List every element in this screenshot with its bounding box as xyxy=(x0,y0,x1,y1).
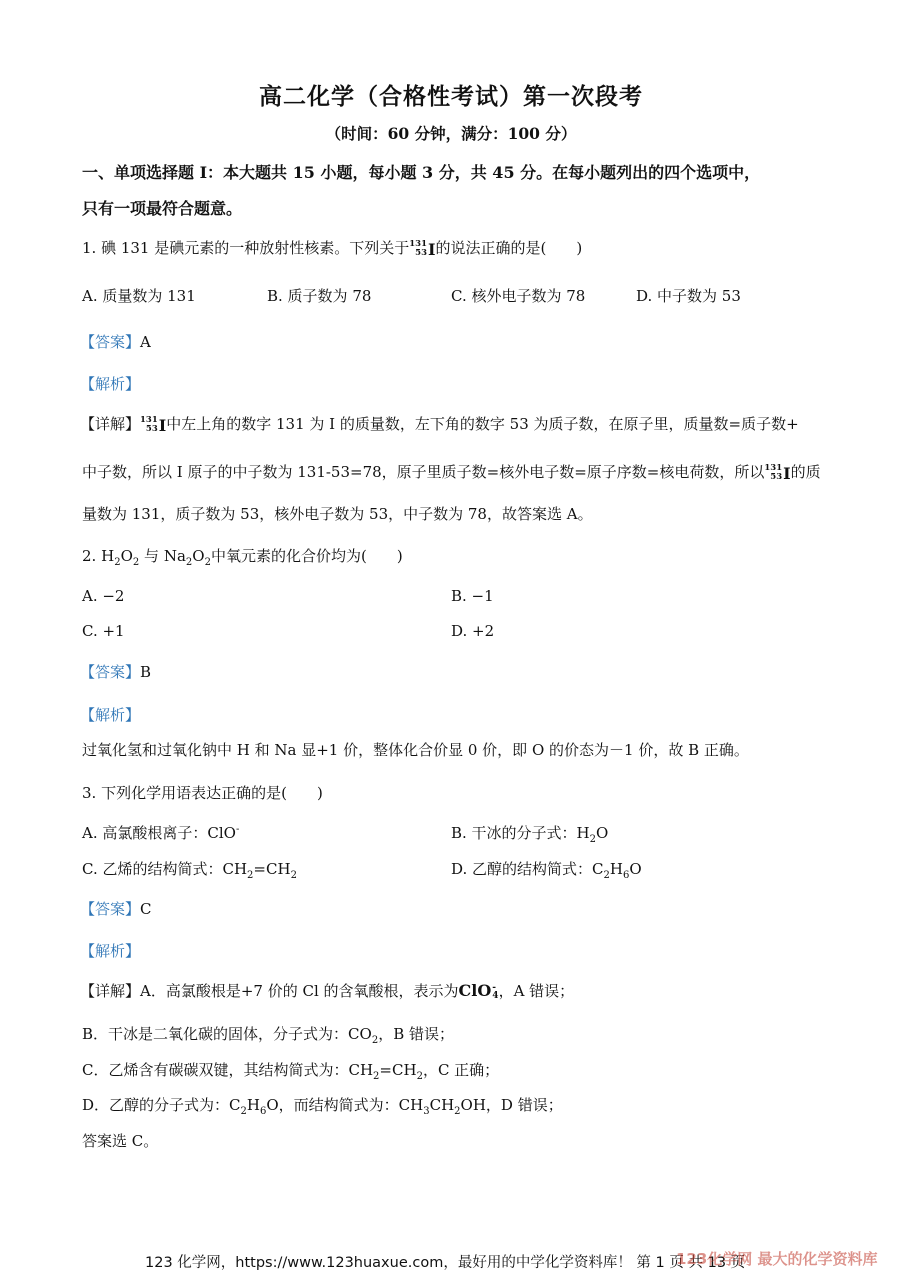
mass-number: 131 xyxy=(764,463,783,473)
analysis-label: 【解析】 xyxy=(80,706,141,724)
detail-text: D．乙醇的分子式为：C xyxy=(82,1096,241,1114)
answer-label: 【答案】 xyxy=(80,900,141,918)
q1-analysis xyxy=(80,373,140,394)
q1-option-c: C. 核外电子数为 78 xyxy=(451,287,586,305)
subscript: 2 xyxy=(373,1071,380,1082)
detail-text: H xyxy=(246,1096,260,1114)
q2-and: 与 xyxy=(144,547,164,565)
q2-answer xyxy=(80,661,151,682)
option-text: O xyxy=(629,860,642,878)
q2-stem-close: ) xyxy=(396,547,403,565)
answer-value: C xyxy=(140,900,152,918)
formula-part: Na xyxy=(163,547,186,565)
answer-label: 【答案】 xyxy=(80,663,141,681)
option-text: =CH xyxy=(253,860,291,878)
subscript: 2 xyxy=(204,557,211,568)
q1-option-a: A. 质量数为 131 xyxy=(82,287,196,305)
q3-conclusion: 答案选 C。 xyxy=(82,1132,159,1150)
element-symbol: I xyxy=(428,239,436,259)
detail-text: C．乙烯含有碳碳双键，其结构简式为：CH xyxy=(82,1061,374,1079)
option-text: B. 干冰的分子式：H xyxy=(451,824,590,842)
detail-text: ，C 正确； xyxy=(422,1061,500,1079)
subscript: 2 xyxy=(132,557,140,568)
mass-number: 131 xyxy=(409,239,427,249)
q2-number: 2. xyxy=(82,547,102,565)
subscript: 3 xyxy=(423,1106,430,1117)
subscript: 2 xyxy=(290,870,297,881)
answer-value: A xyxy=(140,333,151,351)
subscript: 2 xyxy=(240,1106,247,1117)
atomic-number: 53 xyxy=(145,424,158,434)
analysis-label: 【解析】 xyxy=(80,942,141,960)
q2-analysis-text: 过氧化氢和过氧化钠中 H 和 Na 显+1 价，整体化合价显 0 价，即 O 的价态为－1 价，故 B 正确。 xyxy=(82,741,749,759)
detail-text: A．高氯酸根是+7 价的 Cl 的含氧酸根，表示为 xyxy=(140,982,459,1000)
subscript: 2 xyxy=(371,1035,379,1046)
subscript: 6 xyxy=(259,1106,267,1117)
section-heading-line2: 只有一项最符合题意。 xyxy=(82,199,243,218)
q2-option-d: D. +2 xyxy=(451,622,495,640)
q3-detail-b xyxy=(82,1023,454,1046)
q2-analysis xyxy=(80,704,140,725)
formula-base: ClO xyxy=(458,981,492,1000)
q3-stem-close: ) xyxy=(316,784,323,802)
detail-text: 的质 xyxy=(790,463,821,481)
q3-detail-a xyxy=(80,980,574,1001)
answer-value: B xyxy=(140,663,152,681)
subscript: 2 xyxy=(114,557,121,568)
q3-answer xyxy=(80,898,152,919)
ion-charge: - xyxy=(492,982,497,993)
q3-option-d xyxy=(451,858,642,881)
q2-stem xyxy=(82,545,403,568)
atomic-number: 53 xyxy=(415,248,427,258)
q3-option-a xyxy=(82,822,239,843)
nuclide-i131 xyxy=(764,464,790,483)
perchlorate-formula xyxy=(459,981,499,1000)
subscript: 6 xyxy=(622,870,630,881)
superscript: - xyxy=(235,824,240,835)
subscript: 2 xyxy=(247,870,254,881)
formula-part: H xyxy=(101,547,115,565)
option-text: C. 乙烯的结构简式：CH xyxy=(82,860,248,878)
q3-stem xyxy=(82,782,323,803)
q2-option-b: B. −1 xyxy=(451,587,494,605)
watermark: 123化学网 最大的化学资料库 xyxy=(676,1250,878,1268)
q1-detail-line2 xyxy=(82,461,821,483)
formula-part: O xyxy=(192,547,205,565)
detail-label: 【详解】 xyxy=(80,415,141,433)
option-text: H xyxy=(609,860,623,878)
detail-label: 【详解】 xyxy=(80,982,141,1000)
detail-text: 中子数，所以 I 原子的中子数为 131-53=78，原子里质子数=核外电子数=原子序数=核电荷数，所以 xyxy=(82,463,765,481)
q1-stem-pre: 1. 碘 131 是碘元素的一种放射性核素。下列关于 xyxy=(82,239,410,257)
section-heading-line1: 一、单项选择题 I：本大题共 15 小题，每小题 3 分，共 45 分。在每小题列出的四个选项中， xyxy=(82,163,761,182)
nuclide-i131 xyxy=(140,416,166,435)
detail-text: O，而结构简式为：CH xyxy=(266,1096,424,1114)
detail-text: =CH xyxy=(379,1061,417,1079)
formula-part: O xyxy=(120,547,133,565)
q1-stem-post: 的说法正确的是( xyxy=(435,239,547,257)
detail-text: CH xyxy=(429,1096,455,1114)
page-footer: 123 化学网，https://www.123huaxue.com，最好用的中学化学资料库！ 第 1 页 共 13 页 xyxy=(145,1255,746,1271)
page-title: 高二化学（合格性考试）第一次段考 xyxy=(259,83,643,110)
q1-answer xyxy=(80,331,151,352)
mass-number: 131 xyxy=(140,415,158,425)
detail-text: 中左上角的数字 131 为 I 的质量数，左下角的数字 53 为质子数，在原子里，质量数=质子数+ xyxy=(166,415,799,433)
q1-stem xyxy=(82,237,582,259)
exam-info: （时间：60 分钟，满分：100 分） xyxy=(325,124,577,143)
q3-option-b xyxy=(451,822,608,845)
q1-detail-line1 xyxy=(80,413,799,435)
answer-label: 【答案】 xyxy=(80,333,141,351)
subscript: 2 xyxy=(603,870,610,881)
q1-option-d: D. 中子数为 53 xyxy=(636,287,741,305)
element-symbol: I xyxy=(158,415,167,435)
analysis-label: 【解析】 xyxy=(80,375,141,393)
q3-detail-d xyxy=(82,1094,563,1117)
q1-stem-close: ) xyxy=(576,239,583,257)
q2-stem-post: 中氧元素的化合价均为( xyxy=(210,547,367,565)
q1-option-b: B. 质子数为 78 xyxy=(267,287,372,305)
q3-detail-c xyxy=(82,1059,499,1082)
q3-analysis xyxy=(80,940,140,961)
q3-stem-text: 3. 下列化学用语表达正确的是( xyxy=(82,784,287,802)
nuclide-i131 xyxy=(409,240,435,259)
detail-text: OH，D 错误； xyxy=(460,1096,563,1114)
option-text: O xyxy=(596,824,609,842)
subscript: 2 xyxy=(185,557,193,568)
q3-option-c xyxy=(82,858,297,881)
subscript: 2 xyxy=(454,1106,461,1117)
detail-text: ，A 错误； xyxy=(498,982,575,1000)
q2-option-a: A. −2 xyxy=(82,587,125,605)
q2-option-c: C. +1 xyxy=(82,622,125,640)
element-symbol: I xyxy=(783,463,791,483)
detail-text: ，B 错误； xyxy=(378,1025,454,1043)
option-text: D. 乙醇的结构简式：C xyxy=(451,860,604,878)
subscript: 2 xyxy=(416,1071,423,1082)
option-text: A. 高氯酸根离子：ClO xyxy=(82,824,236,842)
q1-detail-line3: 量数为 131，质子数为 53，核外电子数为 53，中子数为 78，故答案选 A。 xyxy=(82,505,593,523)
atomic-number: 53 xyxy=(770,472,783,482)
detail-text: B．干冰是二氧化碳的固体，分子式为：CO xyxy=(82,1025,372,1043)
subscript: 2 xyxy=(589,834,597,845)
ion-subscript: 4 xyxy=(492,990,499,1001)
